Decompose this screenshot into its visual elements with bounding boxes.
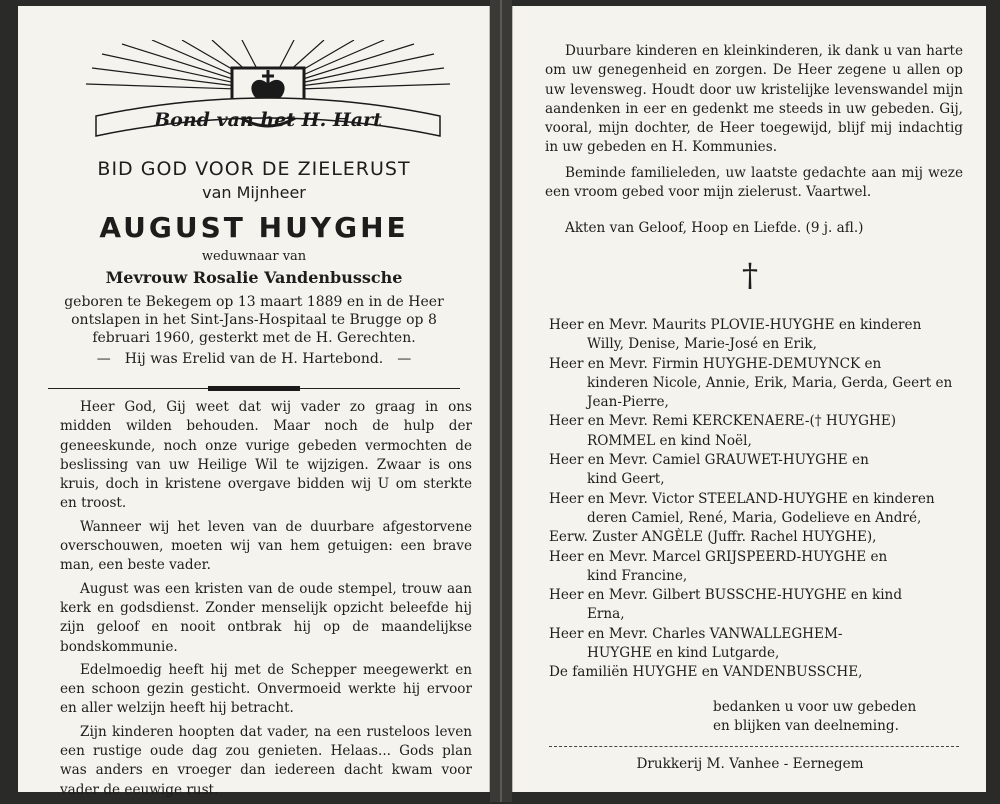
spouse-name: Mevrouw Rosalie Vandenbussche bbox=[105, 268, 403, 287]
family-entry: Heer en Mevr. Maurits PLOVIE-HUYGHE en kinderen Willy, Denise, Marie-José en Erik, bbox=[549, 317, 922, 353]
family-entry: Heer en Mevr. Gilbert BUSSCHE-HUYGHE en kind Erna, bbox=[549, 587, 903, 623]
family-entry: Eerw. Zuster ANGÈLE (Juffr. Rachel HUYGHE), bbox=[549, 529, 877, 546]
paragraph: Heer God, Gij weet dat wij vader zo graag in ons midden wilden behouden. Maar noch de hulp der geneeskunde, noch onze vurige gebeden vermochten de beslissing van uw Heilige Wil te wijzigen. Zwaar is ons kruis, doch in kristene overgave bidden wij U om sterkte en troost. bbox=[60, 399, 472, 512]
paragraph: Beminde familieleden, uw laatste gedachte aan mij weze een vroom gebed voor mijn zielerust. Vaartwel. bbox=[545, 164, 963, 201]
birth-death-dates: geboren te Bekegem op 13 maart 1889 en in de Heer ontslapen in het Sint-Jans-Hospitaal te Brugge op 8 februari 1960, gesterkt met de H. Gerechten. bbox=[64, 294, 444, 346]
left-prose bbox=[60, 398, 472, 804]
paragraph: Zijn kinderen hoopten dat vader, na een rusteloos leven een rustige oude dag zou genieten. Helaas... Gods plan was anders en vroeger dan iedereen dacht kwam voor vader de eeuwige rust. bbox=[60, 723, 472, 798]
card-fold bbox=[490, 0, 512, 802]
family-entry: De familiën HUYGHE en VANDENBUSSCHE, bbox=[549, 664, 863, 681]
family-entry: Heer en Mevr. Charles VANWALLEGHEM- HUYGHE en kind Lutgarde, bbox=[549, 625, 843, 662]
left-page bbox=[18, 6, 490, 798]
family-entry: Heer en Mevr. Marcel GRIJSPEERD-HUYGHE en kind Francine, bbox=[549, 548, 888, 584]
honorary-member-line: — Hij was Erelid van de H. Hartebond. — bbox=[96, 351, 412, 367]
family-entry: Heer en Mevr. Victor STEELAND-HUYGHE en kinderen deren Camiel, René, Maria, Godelieve en André, bbox=[549, 490, 935, 526]
deceased-name: AUGUST HUYGHE bbox=[99, 211, 409, 244]
paragraph: Wanneer wij het leven van de duurbare afgestorvene overschouwen, moeten wij van hem getuigen: een brave man, een beste vader. bbox=[60, 518, 472, 574]
thanks-note bbox=[713, 698, 916, 737]
paragraph: Duurbare kinderen en kleinkinderen, ik dank u van harte om uw genegenheid en zorgen. De Heer zegene u allen op uw levensweg. Houdt door uw kristelijke levenswandel mijn aandenken in eer en gedenkt me steeds in uw gebeden. Gij, vooral, mijn dochter, de Heer toegewijd, blijf mij indachtig in uw gebeden en H. Kommunies. bbox=[545, 43, 963, 156]
widower-label: weduwnaar van bbox=[201, 249, 307, 264]
thanks-line: bedanken u voor uw gebeden bbox=[713, 699, 917, 715]
right-prose bbox=[545, 42, 963, 208]
thanks-line: en blijken van deelneming. bbox=[713, 718, 899, 735]
divider bbox=[48, 386, 460, 392]
paragraph: August was een kristen van de oude stempel, trouw aan kerk en godsdienst. Zonder menselijk opzicht beleefde hij zijn geloof en nooit ontbrak hij op de maandelijkse bondskommunie. bbox=[60, 580, 472, 655]
sacred-heart-emblem bbox=[82, 40, 454, 150]
family-entry: Heer en Mevr. Remi KERCKENAERE-(† HUYGHE) ROMMEL en kind Noël, bbox=[549, 413, 897, 449]
prayer-heading: BID GOD VOOR DE ZIELERUST bbox=[97, 158, 411, 180]
dotted-divider bbox=[549, 746, 959, 747]
family-list bbox=[549, 316, 959, 683]
family-entry: Heer en Mevr. Camiel GRAUWET-HUYGHE en kind Geert, bbox=[549, 452, 869, 488]
family-entry: Heer en Mevr. Firmin HUYGHE-DEMUYNCK en kinderen Nicole, Annie, Erik, Maria, Gerda, Geert en Jean-Pierre, bbox=[549, 355, 953, 411]
paragraph: Edelmoedig heeft hij met de Schepper meegewerkt en een schoon gezin gesticht. Onvermoeid werkte hij ervoor en aller welzijn heeft hij betracht. bbox=[60, 661, 472, 717]
emblem-text: Bond van het H. Hart bbox=[154, 109, 382, 131]
cross-icon: † bbox=[742, 256, 758, 294]
printer-credit: Drukkerij M. Vanhee - Eernegem bbox=[636, 756, 864, 772]
honorary-member-text: Hij was Erelid van de H. Hartebond. bbox=[124, 351, 384, 367]
right-page bbox=[512, 6, 986, 792]
van-mijnheer: van Mijnheer bbox=[202, 183, 306, 202]
prayer-acts: Akten van Geloof, Hoop en Liefde. (9 j. afl.) bbox=[565, 220, 864, 236]
